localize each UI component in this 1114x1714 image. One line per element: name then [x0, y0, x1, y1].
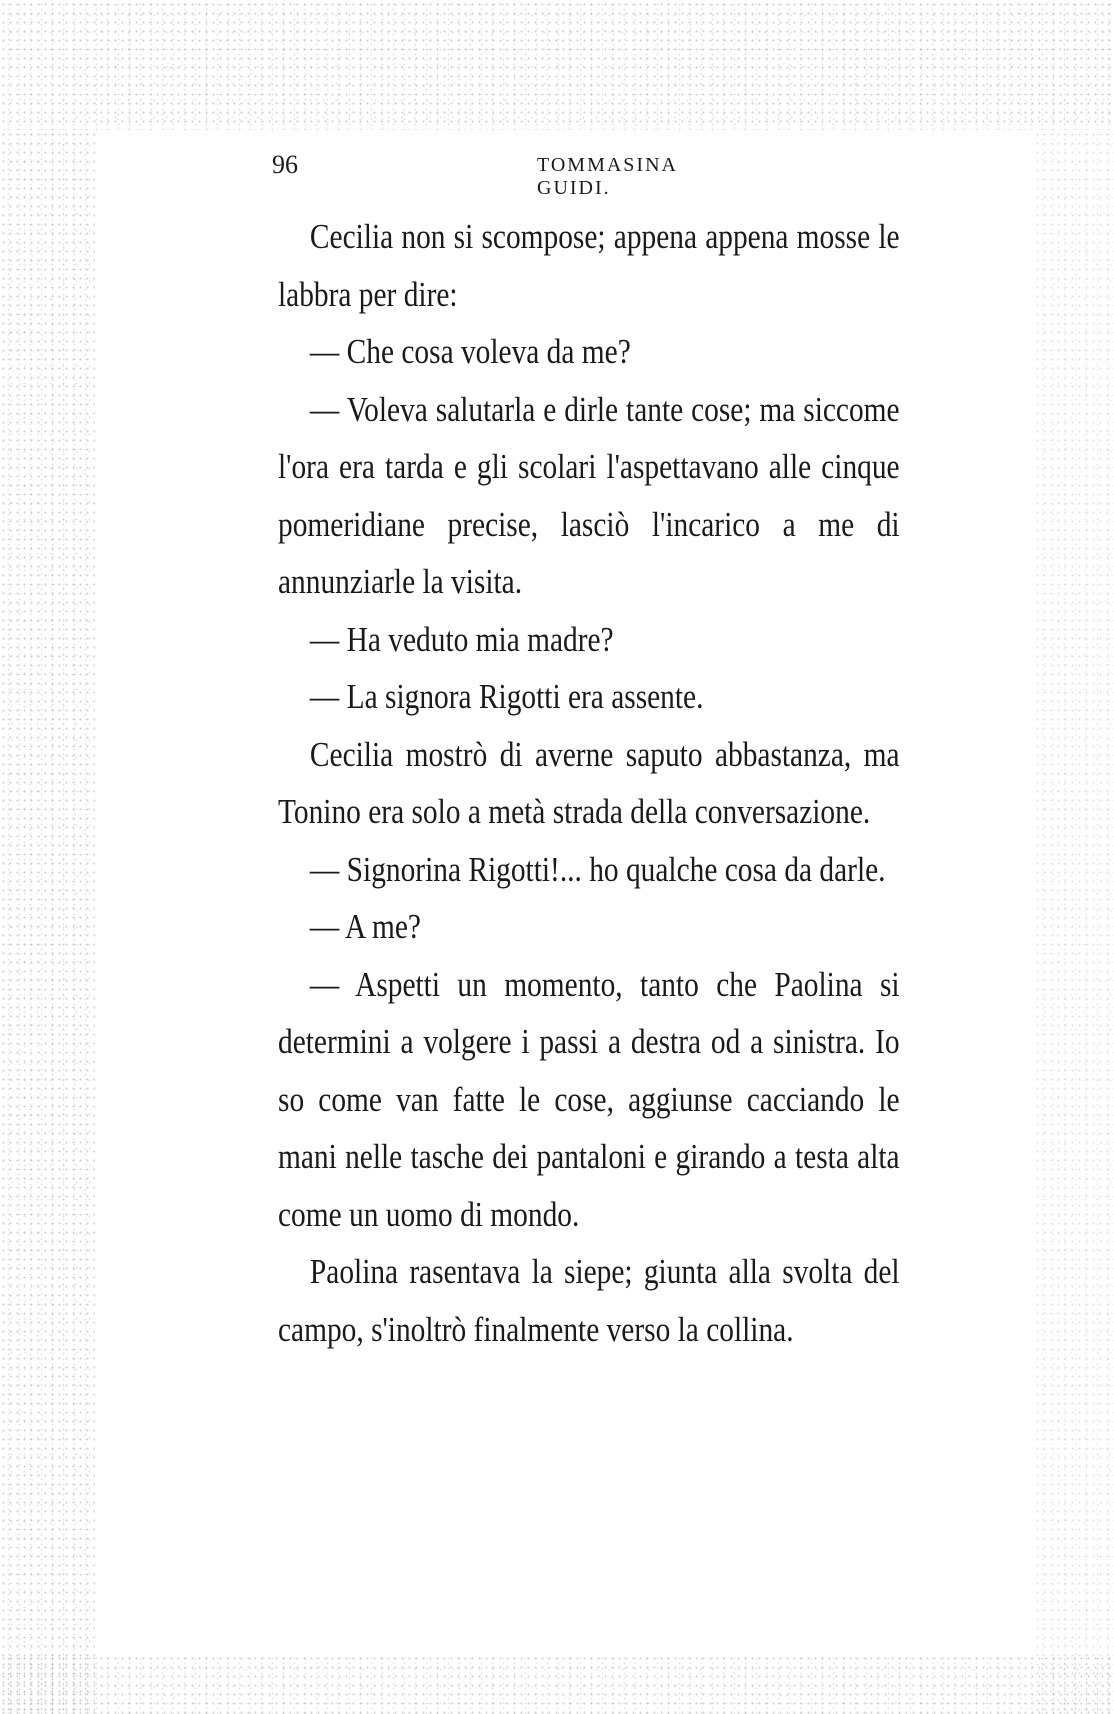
page-header	[272, 150, 752, 199]
dialogue-line: — Voleva salutarla e dirle tante cose; ma siccome l'ora era tarda e gli scolari l'aspettavano alle cinque pomeridiane precise, lasciò l'incarico a me di annunziarle la visita.	[278, 389, 900, 601]
paragraph: Paolina rasentava la siepe; giunta alla svolta del campo, s'inoltrò finalmente verso la collina.	[278, 1252, 900, 1349]
dialogue-line: — Che cosa voleva da me?	[309, 332, 631, 371]
paragraph: Cecilia non si scompose; appena appena mosse le labbra per dire:	[278, 217, 900, 314]
paragraph: Cecilia mostrò di averne saputo abbastanza, ma Tonino era solo a metà strada della conversazione.	[278, 734, 900, 831]
scan-noise-top	[0, 0, 1114, 130]
running-title: TOMMASINA GUIDI.	[537, 154, 677, 199]
dialogue-line: — La signora Rigotti era assente.	[309, 677, 704, 716]
dialogue-line: — Aspetti un momento, tanto che Paolina si determini a volgere i passi a destra od a sinistra. Io so come van fatte le cose, aggiunse cacciando le mani nelle tasche dei pantaloni e girando a testa alta come un uomo di mondo.	[278, 964, 900, 1234]
body-text	[278, 208, 900, 1358]
dialogue-line: — A me?	[309, 907, 421, 946]
scan-noise-left	[0, 130, 95, 1714]
page-number: 96	[272, 150, 298, 179]
scan-noise-right	[1034, 130, 1114, 1714]
scan-noise-bottom	[0, 1654, 1114, 1714]
dialogue-line: — Signorina Rigotti!... ho qualche cosa da darle.	[309, 849, 886, 889]
dialogue-line: — Ha veduto mia madre?	[309, 619, 614, 659]
